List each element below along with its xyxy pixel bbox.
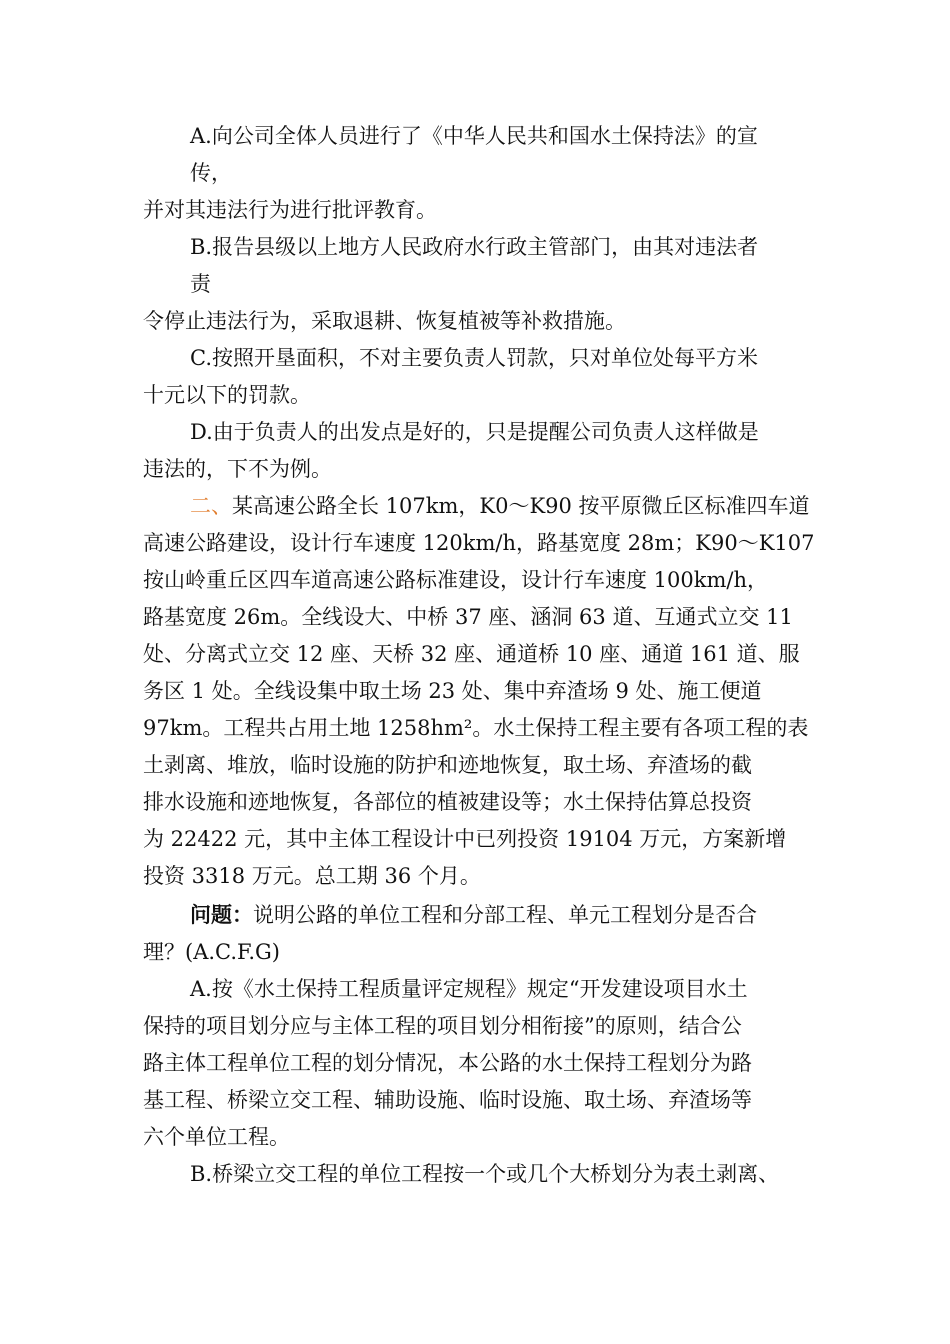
option-c-line-2: 十元以下的罚款。 (143, 383, 311, 407)
question-label: 问题： (190, 902, 253, 927)
question-text: 说明公路的单位工程和分部工程、单元工程划分是否合 (253, 903, 757, 927)
option-d-line-2: 违法的，下不为例。 (143, 457, 332, 481)
option-d-line-1: D.由于负责人的出发点是好的，只是提醒公司负责人这样做是 (190, 420, 759, 444)
option-a-line-3: 并对其违法行为进行批评教育。 (143, 198, 437, 222)
case2-line-9: 排水设施和迹地恢复，各部位的植被建设等；水土保持估算总投资 (143, 790, 752, 814)
case2-line-1 (190, 488, 810, 524)
question-line-2: 理？(A.C.F.G) (143, 940, 280, 964)
option-b-line-2: 责 (190, 272, 211, 296)
option-b-line-3: 令停止违法行为，采取退耕、恢复植被等补救措施。 (143, 309, 626, 333)
case2-line-5: 处、分离式立交 12 座、天桥 32 座、通道桥 10 座、通道 161 道、服 (143, 642, 800, 666)
case2-line-10: 为 22422 元，其中主体工程设计中已列投资 19104 万元，方案新增 (143, 827, 787, 851)
case2-line-4: 路基宽度 26m。全线设大、中桥 37 座、涵洞 63 道、互通式立交 11 (143, 605, 793, 629)
option-a-line-1: A.向公司全体人员进行了《中华人民共和国水土保持法》的宣 (190, 124, 758, 148)
case2-line-1-text: 某高速公路全长 107km，K0～K90 按平原微丘区标准四车道 (232, 494, 810, 518)
answer-a-line-3: 路主体工程单位工程的划分情况，本公路的水土保持工程划分为路 (143, 1051, 752, 1075)
case2-line-6: 务区 1 处。全线设集中取土场 23 处、集中弃渣场 9 处、施工便道 (143, 679, 762, 703)
answer-a-line-1: A.按《水土保持工程质量评定规程》规定“开发建设项目水土 (190, 977, 748, 1001)
question-line-1 (190, 897, 757, 933)
answer-a-line-2: 保持的项目划分应与主体工程的项目划分相衔接”的原则，结合公 (143, 1014, 742, 1038)
case2-line-2: 高速公路建设，设计行车速度 120km/h，路基宽度 28m；K90～K107 (143, 531, 815, 555)
case2-line-7: 97km。工程共占用土地 1258hm²。水土保持工程主要有各项工程的表 (143, 716, 809, 740)
answer-b-line-1: B.桥梁立交工程的单位工程按一个或几个大桥划分为表土剥离、 (190, 1162, 780, 1186)
answer-a-line-4: 基工程、桥梁立交工程、辅助设施、临时设施、取土场、弃渣场等 (143, 1088, 752, 1112)
option-b-line-1: B.报告县级以上地方人民政府水行政主管部门，由其对违法者 (190, 235, 759, 259)
option-a-line-2: 传， (190, 161, 232, 185)
answer-a-line-5: 六个单位工程。 (143, 1125, 290, 1149)
case-number: 二、 (190, 494, 232, 518)
case2-line-8: 土剥离、堆放，临时设施的防护和迹地恢复，取土场、弃渣场的截 (143, 753, 752, 777)
option-c-line-1: C.按照开垦面积，不对主要负责人罚款，只对单位处每平方米 (190, 346, 758, 370)
case2-line-11: 投资 3318 万元。总工期 36 个月。 (143, 864, 481, 888)
case2-line-3: 按山岭重丘区四车道高速公路标准建设，设计行车速度 100km/h， (143, 568, 768, 592)
